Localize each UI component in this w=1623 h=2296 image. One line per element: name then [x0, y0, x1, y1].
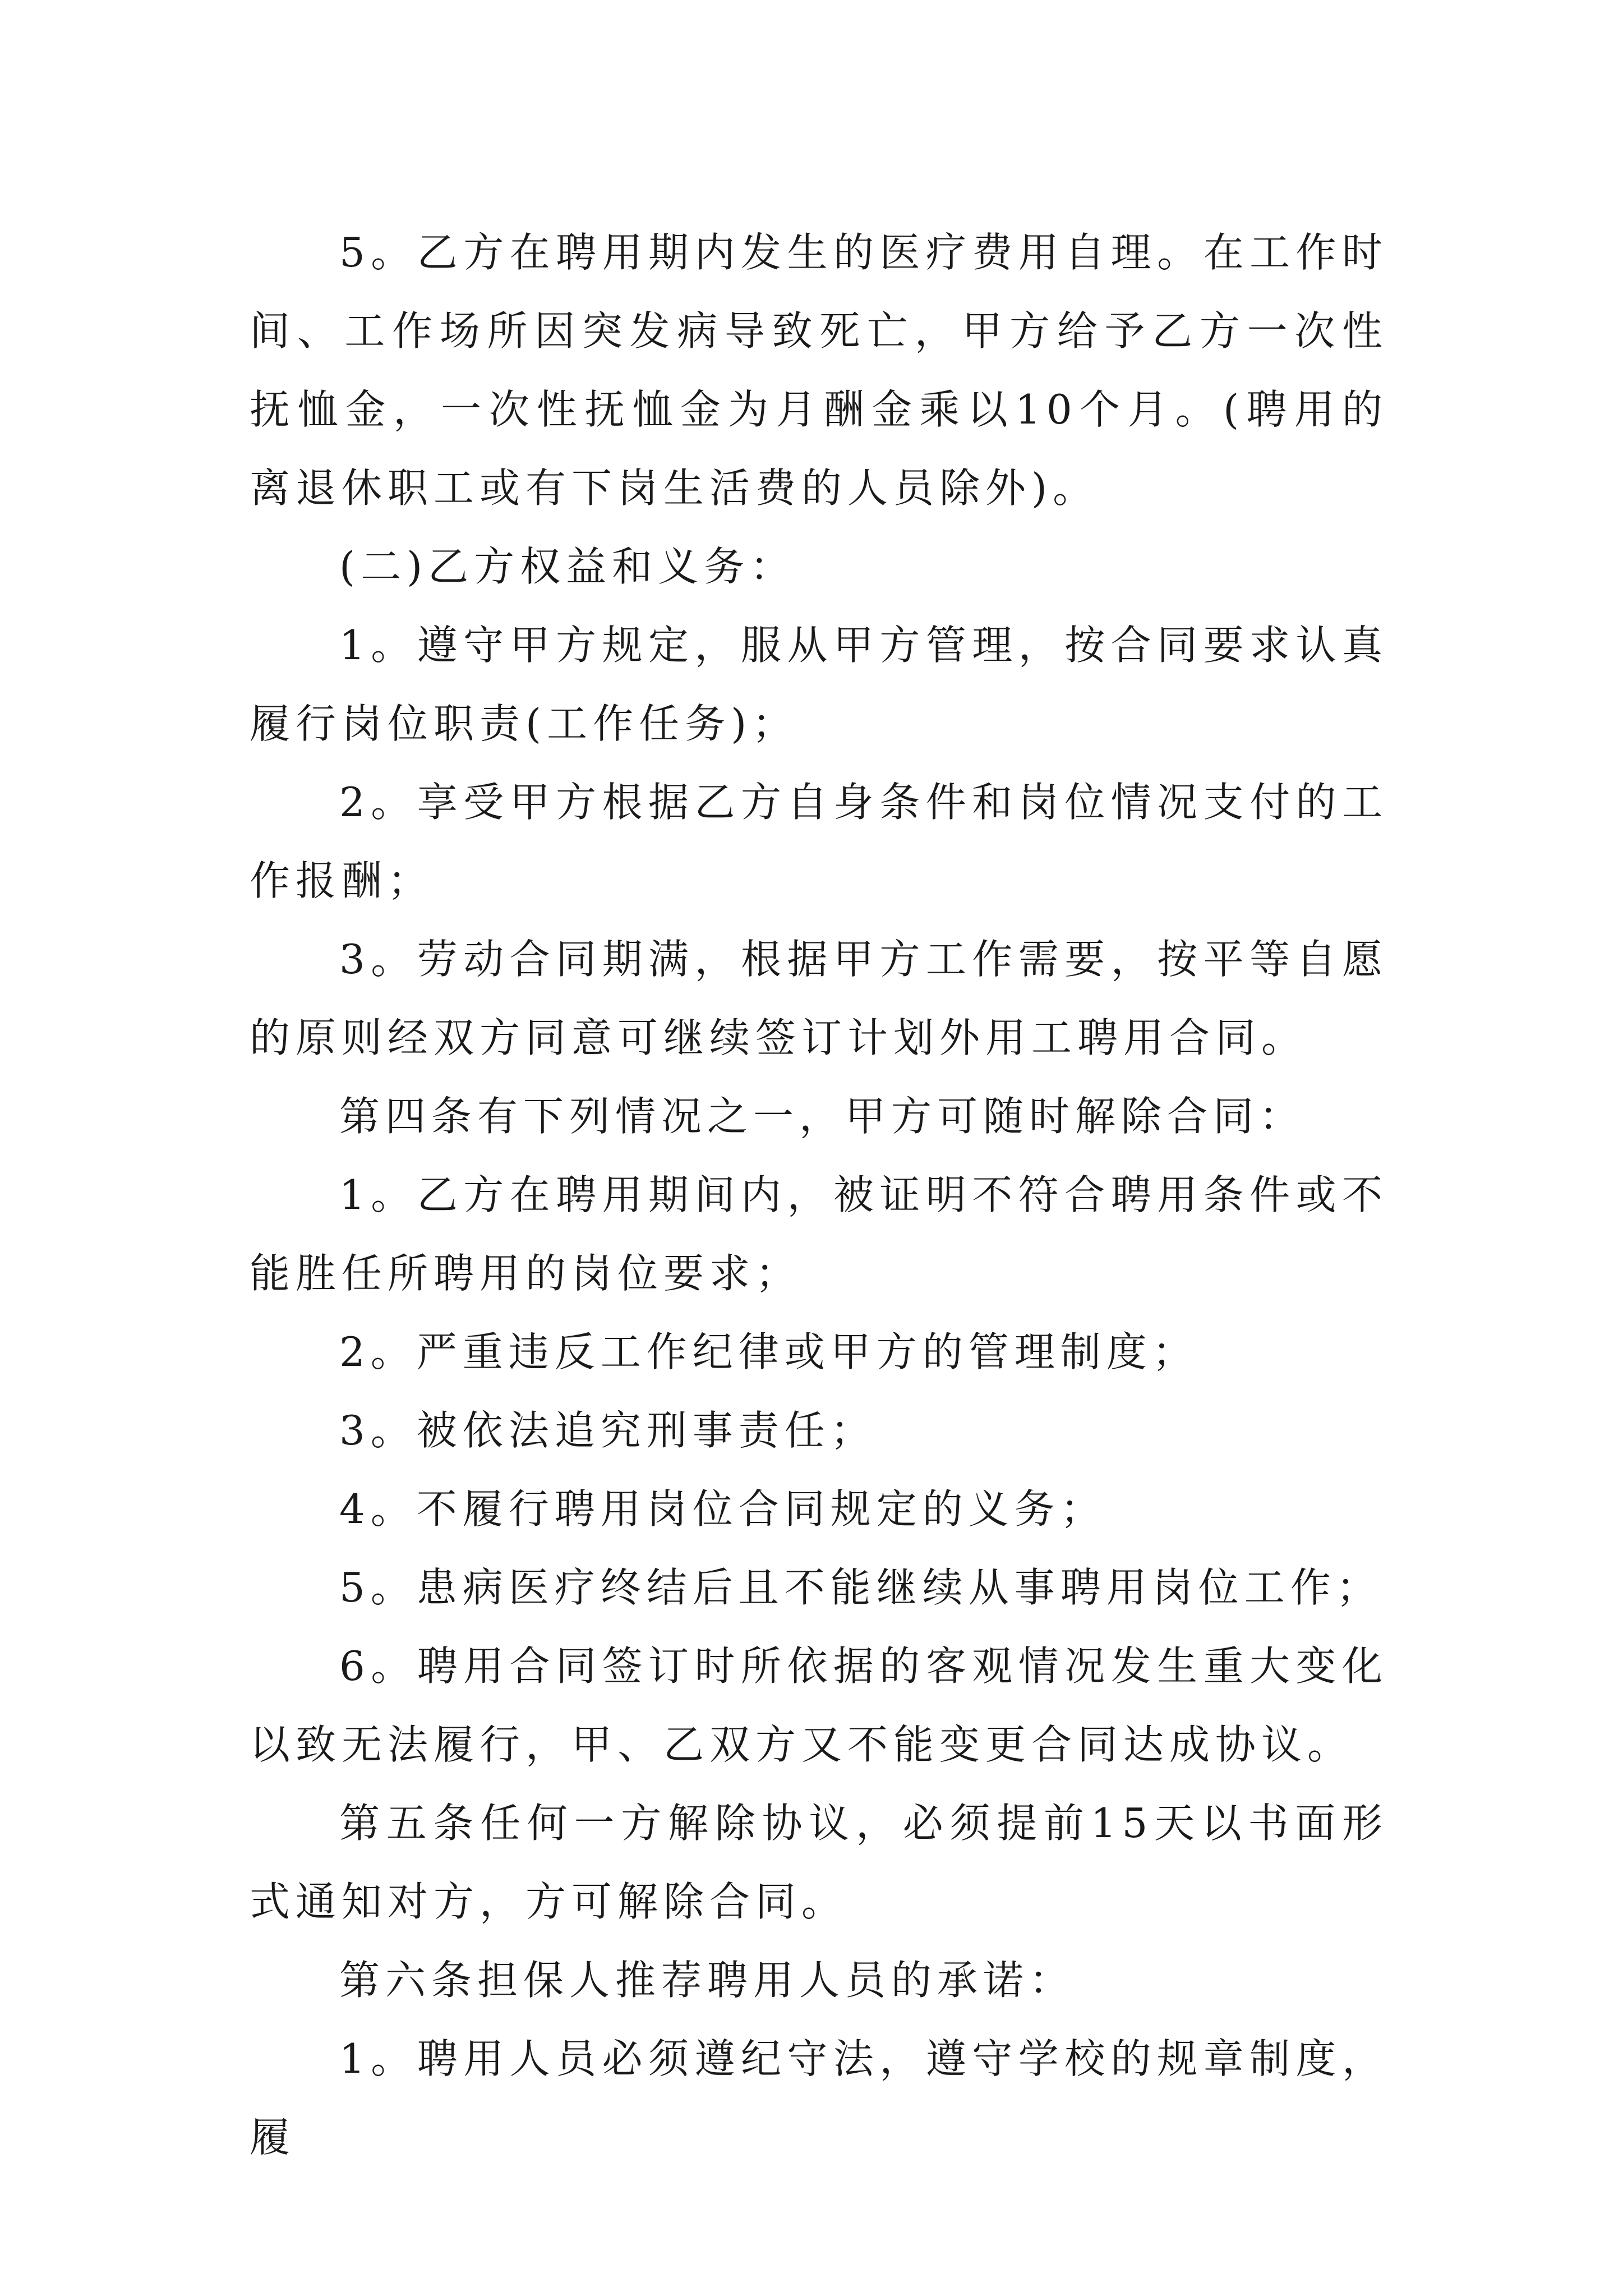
paragraph: 1。乙方在聘用期间内，被证明不符合聘用条件或不能胜任所聘用的岗位要求； — [250, 1171, 1388, 1297]
document-body — [250, 213, 1388, 2177]
paragraph: 1。聘用人员必须遵纪守法，遵守学校的规章制度，履 — [250, 2035, 1388, 2161]
paragraph: 3。劳动合同期满，根据甲方工作需要，按平等自愿的原则经双方同意可继续签订计划外用工聘用合同。 — [250, 936, 1388, 1061]
paragraph: 1。遵守甲方规定，服从甲方管理，按合同要求认真履行岗位职责(工作任务)； — [250, 622, 1388, 747]
paragraph: 第六条担保人推荐聘用人员的承诺： — [339, 1957, 1076, 2004]
paragraph: 4。不履行聘用岗位合同规定的义务； — [339, 1485, 1106, 1533]
paragraph: 第四条有下列情况之一，甲方可随时解除合同： — [339, 1093, 1306, 1140]
paragraph: 2。享受甲方根据乙方自身条件和岗位情况支付的工作报酬； — [250, 779, 1388, 904]
paragraph: 3。被依法追究刑事责任； — [339, 1407, 877, 1454]
paragraph: 第五条任何一方解除协议，必须提前15天以书面形式通知对方，方可解除合同。 — [250, 1800, 1388, 1925]
paragraph: 6。聘用合同签订时所依据的客观情况发生重大变化以致无法履行，甲、乙双方又不能变更合同达成协议。 — [250, 1642, 1388, 1768]
paragraph: 5。乙方在聘用期内发生的医疗费用自理。在工作时间、工作场所因突发病导致死亡，甲方给予乙方一次性抚恤金，一次性抚恤金为月酬金乘以10个月。(聘用的离退休职工或有下岗生活费的人员除外)。 — [250, 229, 1388, 512]
paragraph: (二)乙方权益和义务： — [339, 543, 796, 590]
paragraph: 2。严重违反工作纪律或甲方的管理制度； — [339, 1328, 1198, 1375]
paragraph: 5。患病医疗终结后且不能继续从事聘用岗位工作； — [339, 1564, 1382, 1611]
